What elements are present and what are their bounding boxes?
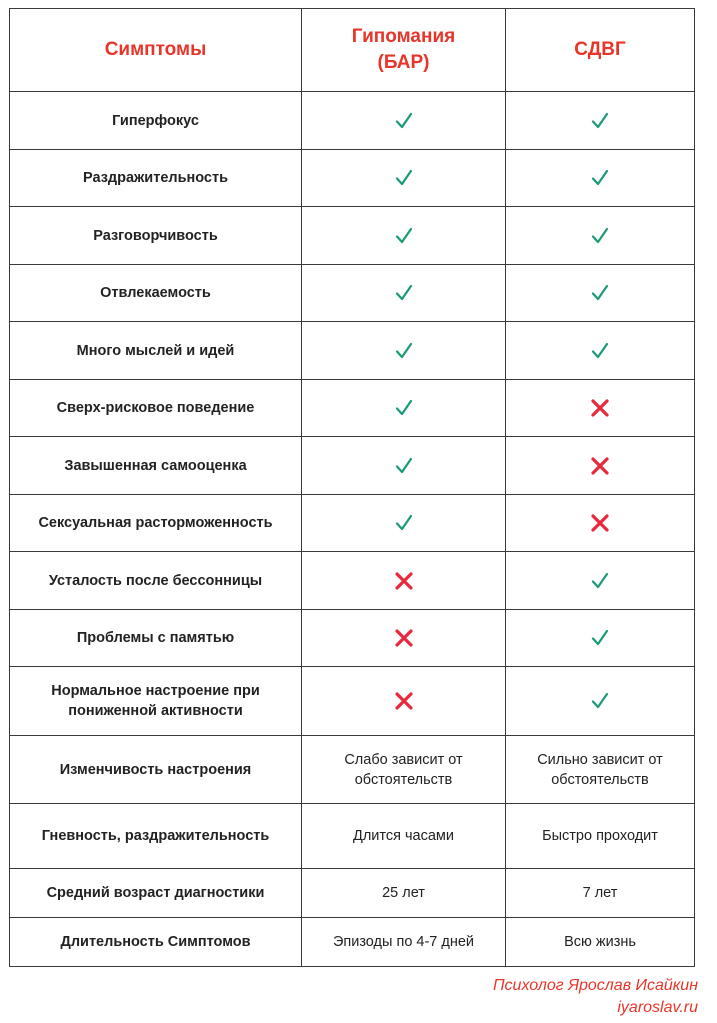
check-icon (589, 690, 611, 712)
adhd-cell: 7 лет (506, 869, 695, 918)
adhd-cell: Сильно зависит от обстоятельств (506, 736, 695, 804)
check-icon (589, 282, 611, 304)
header-hypomania-label: Гипомания (БАР) (351, 26, 456, 73)
cross-icon (589, 455, 611, 477)
hypomania-cell (302, 207, 506, 265)
table-row (10, 265, 695, 322)
adhd-cell (506, 150, 695, 207)
table-row (10, 207, 695, 265)
symptom-cell: Раздражительность (10, 150, 302, 207)
check-icon (393, 110, 415, 132)
check-icon (393, 512, 415, 534)
hypomania-cell (302, 150, 506, 207)
symptom-cell: Сексуальная расторможенность (10, 495, 302, 552)
check-icon (393, 282, 415, 304)
hypomania-cell (302, 265, 506, 322)
table-row (10, 667, 695, 736)
header-row (10, 9, 695, 92)
header-hypomania (302, 9, 506, 92)
hypomania-cell (302, 667, 506, 736)
check-icon (589, 570, 611, 592)
adhd-cell (506, 610, 695, 667)
hypomania-cell (302, 437, 506, 495)
check-icon (393, 397, 415, 419)
adhd-cell: Быстро проходит (506, 804, 695, 869)
footer (493, 975, 698, 1019)
table-row (10, 150, 695, 207)
adhd-cell (506, 92, 695, 150)
symptom-cell: Отвлекаемость (10, 265, 302, 322)
header-adhd: СДВГ (506, 9, 695, 92)
symptom-cell: Нормальное настроение при пониженной активности (10, 667, 302, 736)
adhd-cell (506, 667, 695, 736)
header-symptoms: Симптомы (10, 9, 302, 92)
table-row (10, 437, 695, 495)
cross-icon (589, 397, 611, 419)
check-icon (393, 455, 415, 477)
adhd-cell (506, 207, 695, 265)
adhd-cell (506, 437, 695, 495)
cross-icon (393, 690, 415, 712)
table-row (10, 918, 695, 967)
hypomania-cell: 25 лет (302, 869, 506, 918)
hypomania-cell: Длится часами (302, 804, 506, 869)
hypomania-cell: Эпизоды по 4-7 дней (302, 918, 506, 967)
adhd-cell (506, 552, 695, 610)
symptom-cell: Разговорчивость (10, 207, 302, 265)
adhd-cell (506, 495, 695, 552)
hypomania-cell (302, 380, 506, 437)
author-credit: Психолог Ярослав Исайкин (492, 977, 698, 994)
adhd-cell (506, 380, 695, 437)
hypomania-cell (302, 610, 506, 667)
symptom-cell: Много мыслей и идей (10, 322, 302, 380)
symptom-cell: Гневность, раздражительность (10, 804, 302, 869)
hypomania-cell (302, 322, 506, 380)
table-row (10, 495, 695, 552)
check-icon (393, 167, 415, 189)
table-row (10, 552, 695, 610)
check-icon (589, 340, 611, 362)
symptom-cell: Длительность Симптомов (10, 918, 302, 967)
table-row (10, 92, 695, 150)
table-row (10, 322, 695, 380)
cross-icon (589, 512, 611, 534)
site-link: iyaroslav.ru (617, 999, 698, 1016)
table-row (10, 610, 695, 667)
cross-icon (393, 570, 415, 592)
check-icon (393, 340, 415, 362)
symptom-cell: Сверх-рисковое поведение (10, 380, 302, 437)
symptom-cell: Изменчивость настроения (10, 736, 302, 804)
symptom-cell: Гиперфокус (10, 92, 302, 150)
symptom-cell: Средний возраст диагностики (10, 869, 302, 918)
hypomania-cell (302, 552, 506, 610)
check-icon (589, 167, 611, 189)
hypomania-cell: Слабо зависит от обстоятельств (302, 736, 506, 804)
table-row (10, 869, 695, 918)
adhd-cell (506, 322, 695, 380)
table-row (10, 736, 695, 804)
symptom-cell: Усталость после бессонницы (10, 552, 302, 610)
check-icon (589, 225, 611, 247)
symptom-cell: Проблемы с памятью (10, 610, 302, 667)
cross-icon (393, 627, 415, 649)
check-icon (589, 627, 611, 649)
check-icon (393, 225, 415, 247)
table-row (10, 804, 695, 869)
adhd-cell (506, 265, 695, 322)
hypomania-cell (302, 92, 506, 150)
adhd-cell: Всю жизнь (506, 918, 695, 967)
hypomania-cell (302, 495, 506, 552)
check-icon (589, 110, 611, 132)
table-row (10, 380, 695, 437)
comparison-table (9, 8, 695, 967)
symptom-cell: Завышенная самооценка (10, 437, 302, 495)
